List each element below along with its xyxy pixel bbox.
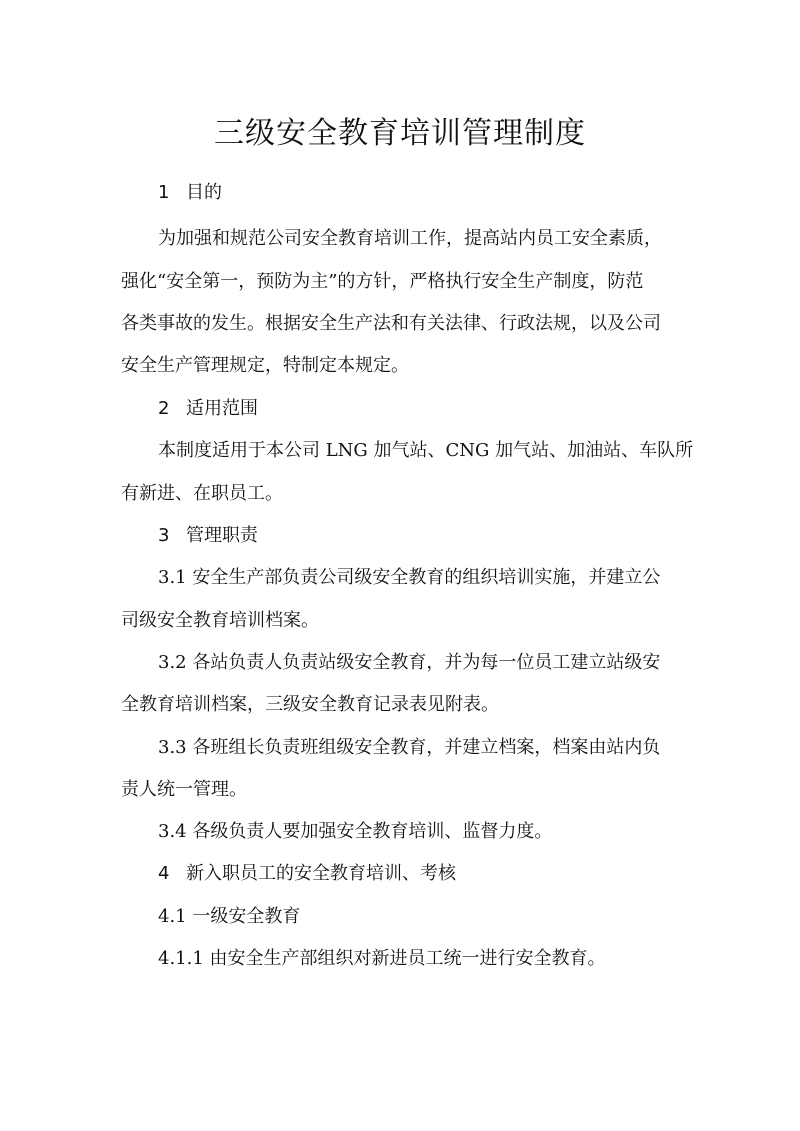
paragraph-line: 3.4 各级负责人要加强安全教育培训、监督力度。 (158, 821, 553, 842)
document-title: 三级安全教育培训管理制度 (214, 116, 586, 151)
section-number: 4 (158, 863, 170, 884)
section-title: 目的 (186, 182, 222, 203)
section-number: 1 (158, 182, 170, 203)
paragraph-line: 3.2 各站负责人负责站级安全教育，并为每一位员工建立站级安 (158, 652, 661, 673)
paragraph-line: 安全生产管理规定，特制定本规定。 (121, 355, 409, 376)
paragraph-line: 4.1.1 由安全生产部组织对新进员工统一进行安全教育。 (158, 948, 606, 969)
section-heading-3 (158, 523, 258, 549)
section-title: 管理职责 (186, 525, 258, 546)
paragraph-line: 本制度适用于本公司 LNG 加气站、CNG 加气站、加油站、车队所 (158, 440, 694, 461)
paragraph-line: 3.1 安全生产部负责公司级安全教育的组织培训实施，并建立公 (158, 567, 661, 588)
paragraph-line: 为加强和规范公司安全教育培训工作，提高站内员工安全素质， (158, 228, 662, 249)
section-title: 适用范围 (186, 398, 258, 419)
section-title: 新入职员工的安全教育培训、考核 (186, 863, 456, 884)
section-heading-1 (158, 180, 222, 206)
section-heading-2 (158, 396, 258, 422)
section-number: 3 (158, 525, 170, 546)
paragraph-line: 3.3 各班组长负责班组级安全教育，并建立档案，档案由站内负 (158, 737, 661, 758)
section-number: 2 (158, 398, 170, 419)
paragraph-line: 全教育培训档案，三级安全教育记录表见附表。 (121, 694, 499, 715)
paragraph-line: 责人统一管理。 (121, 779, 247, 800)
paragraph-line: 各类事故的发生。根据安全生产法和有关法律、行政法规，以及公司 (121, 313, 661, 334)
paragraph-line: 4.1 一级安全教育 (158, 906, 301, 927)
paragraph-line: 强化“安全第一，预防为主”的方针，严格执行安全生产制度，防范 (121, 271, 644, 292)
paragraph-line: 有新进、在职员工。 (121, 483, 283, 504)
paragraph-line: 司级安全教育培训档案。 (121, 610, 319, 631)
section-heading-4 (158, 861, 456, 887)
